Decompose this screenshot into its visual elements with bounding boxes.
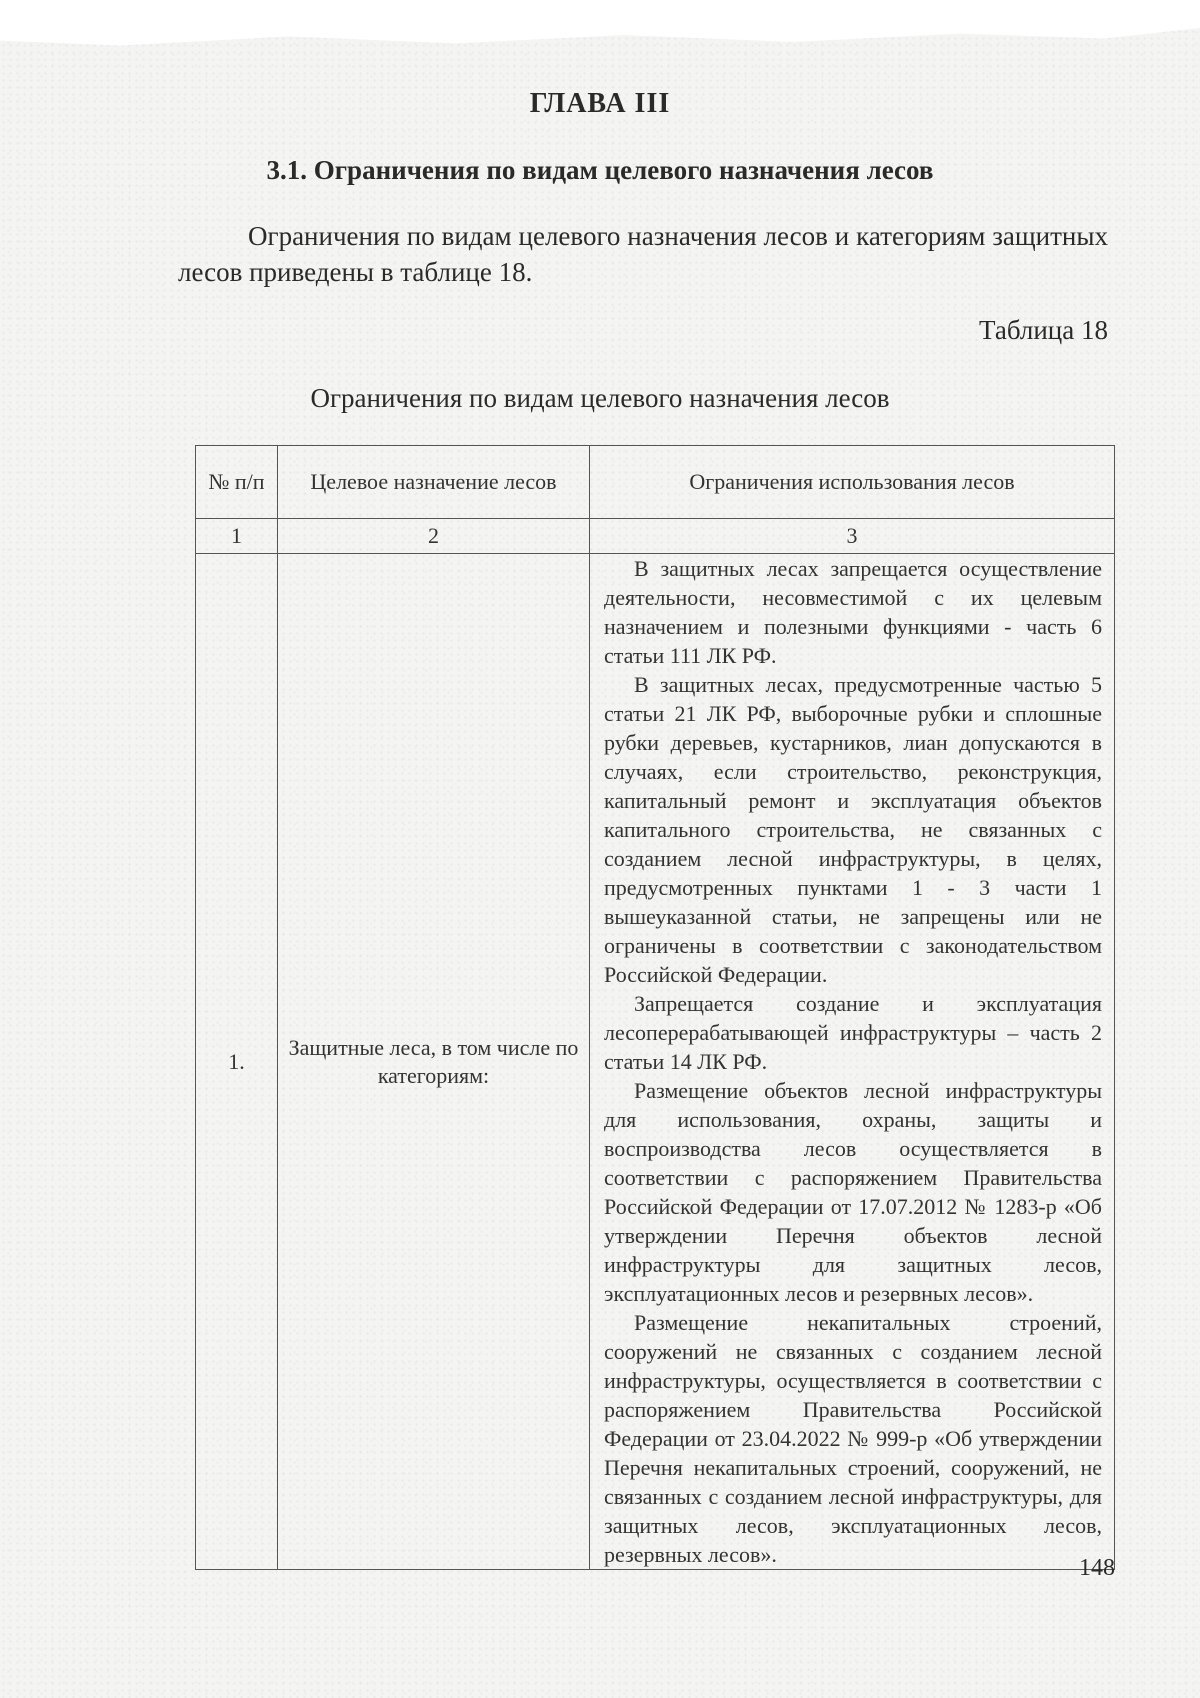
row-number: 1.: [196, 554, 278, 1570]
restriction-paragraph: В защитных лесах, предусмотренные частью 5 статьи 21 ЛК РФ, выборочные рубки и сплошные рубки деревьев, кустарников, лиан допускаются в случаях, если строительство, реконструкция, капитальный ремонт и эксплуатация объектов капитального строительства, не связанных с созданием лесной инфраструктуры, в целях, предусмотренных пунктами 1 - 3 части 1 вышеуказанной статьи, не запрещены или не ограничены в соответствии с законодательством Российской Федерации.: [604, 672, 1102, 987]
restriction-paragraph: Запрещается создание и эксплуатация лесоперерабатывающей инфраструктуры – часть 2 статьи 14 ЛК РФ.: [604, 991, 1102, 1074]
chapter-title: ГЛАВА III: [529, 88, 671, 119]
table-caption: Ограничения по видам целевого назначения лесов: [310, 383, 890, 413]
column-number-3: 3: [590, 519, 1115, 554]
restriction-paragraph: Размещение некапитальных строений, сооружений не связанных с созданием лесной инфраструктуры, осуществляется в соответствии с распоряжением Правительства Российской Федерации от 23.04.2022 № 999-р «Об утверждении Перечня некапитальных строений, сооружений, не связанных с созданием лесной инфраструктуры, для защитных лесов, эксплуатационных лесов, резервных лесов».: [604, 1310, 1102, 1567]
table-row: [196, 554, 1115, 1570]
intro-paragraph: Ограничения по видам целевого назначения лесов и категориям защитных лесов приведены в таблице 18.: [178, 221, 1108, 287]
restriction-paragraph: В защитных лесах запрещается осуществление деятельности, несовместимой с их целевым назначением и полезными функциями - часть 6 статьи 111 ЛК РФ.: [604, 556, 1102, 668]
table-number: Таблица 18: [979, 315, 1108, 345]
column-number-2: 2: [278, 519, 590, 554]
header-number: № п/п: [196, 446, 278, 519]
restriction-paragraph: Размещение объектов лесной инфраструктуры для использования, охраны, защиты и воспроизводства лесов осуществляется в соответствии с распоряжением Правительства Российской Федерации от 17.07.2012 № 1283-р «Об утверждении Перечня объектов лесной инфраструктуры для защитных лесов, эксплуатационных лесов и резервных лесов».: [604, 1078, 1102, 1306]
page-number: 148: [1079, 1555, 1115, 1581]
section-title: 3.1. Ограничения по видам целевого назначения лесов: [266, 155, 934, 185]
header-purpose: Целевое назначение лесов: [278, 446, 590, 519]
column-number-row: [196, 519, 1115, 554]
column-number-1: 1: [196, 519, 278, 554]
restrictions-table: [195, 445, 1115, 1570]
row-restrictions: [590, 554, 1115, 1570]
row-purpose-cell: [278, 554, 590, 1570]
torn-paper-edge: [0, 0, 1200, 70]
header-restrictions: Ограничения использования лесов: [590, 446, 1115, 519]
row-purpose: Защитные леса, в том числе по категориям:: [288, 1034, 579, 1088]
table-header-row: [196, 446, 1115, 519]
